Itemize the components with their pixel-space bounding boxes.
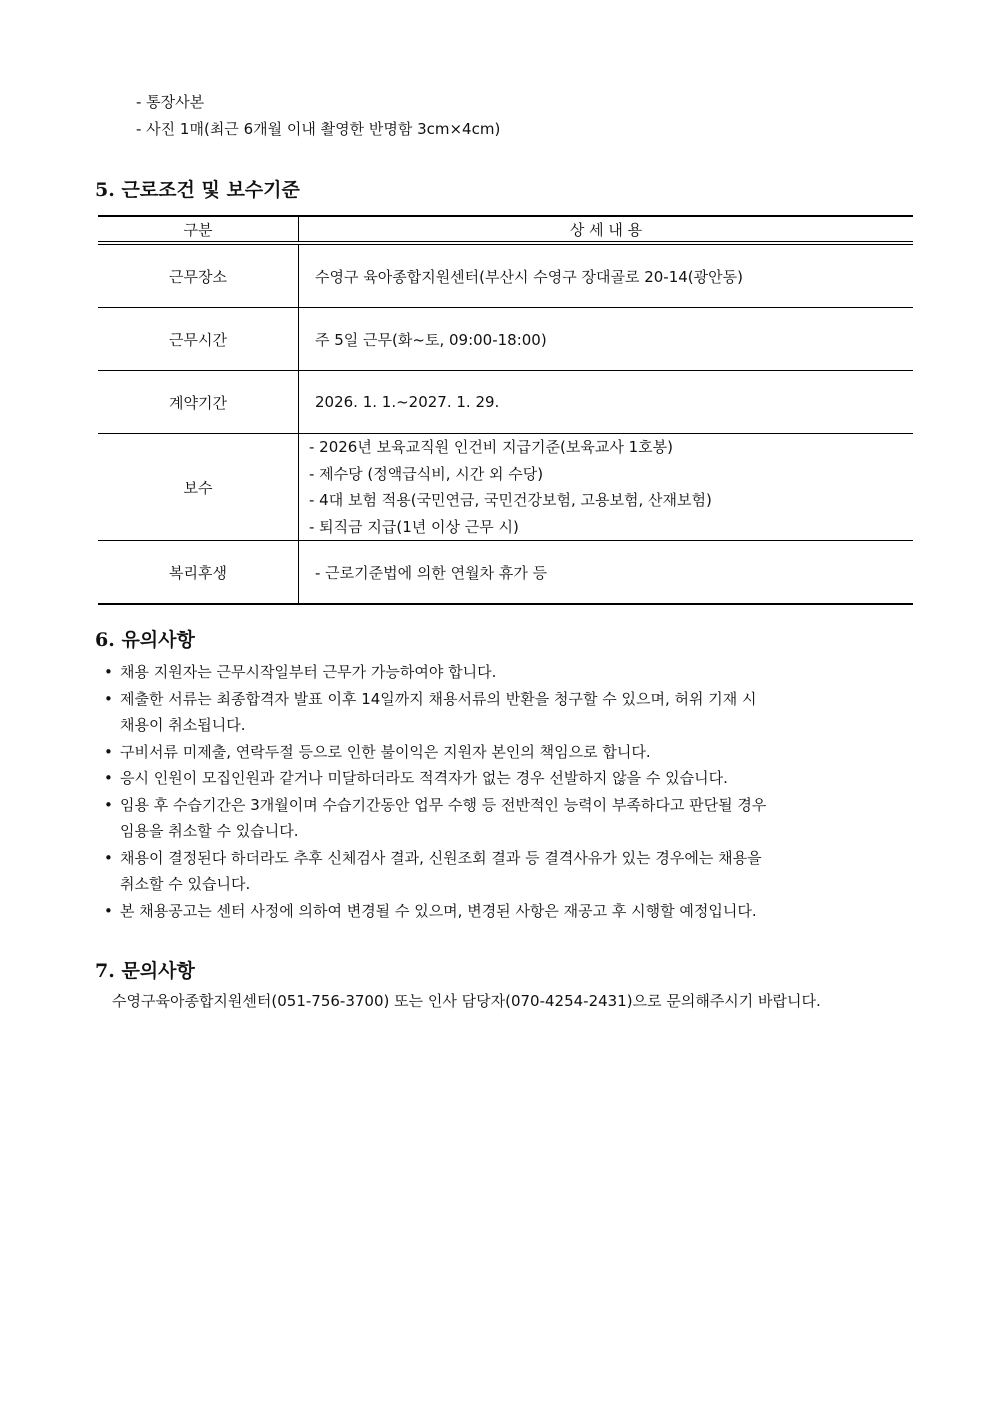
list-item — [104, 898, 904, 925]
note-line: 채용이 결정된다 하더라도 추후 신체검사 결과, 신원조회 결과 등 결격사유가 있는 경우에는 채용을 — [120, 848, 762, 867]
table-row — [98, 371, 913, 434]
row-label: 보수 — [98, 434, 299, 541]
required-doc-bankbook: - 통장사본 — [136, 93, 205, 111]
note-line: 응시 인원이 모집인원과 같거나 미달하더라도 적격자가 없는 경우 선발하지 않을 수 있습니다. — [120, 769, 728, 787]
bullet: • — [104, 769, 113, 787]
required-doc-photo: - 사진 1매(최근 6개월 이내 촬영한 반명함 3cm×4cm) — [136, 120, 501, 138]
contact-text: 수영구육아종합지원센터(051-756-3700) 또는 인사 담당자(070-4254-2431)으로 문의해주시기 바랍니다. — [112, 992, 821, 1010]
note-line: 임용 후 수습기간은 3개월이며 수습기간동안 업무 수행 등 전반적인 능력이 부족하다고 판단될 경우 — [120, 795, 767, 814]
bullet: • — [104, 795, 113, 814]
note-line: 구비서류 미제출, 연락두절 등으로 인한 불이익은 지원자 본인의 책임으로 합니다. — [120, 742, 651, 761]
pay-item: - 퇴직금 지급(1년 이상 근무 시) — [309, 517, 519, 536]
list-item — [104, 765, 904, 792]
list-item — [104, 686, 904, 739]
row-value: 수영구 육아종합지원센터(부산시 수영구 장대골로 20-14(광안동) — [299, 243, 914, 308]
bullet: • — [104, 901, 113, 920]
table-row — [98, 308, 913, 371]
pay-item: - 2026년 보육교직원 인건비 지급기준(보육교사 1호봉) — [309, 438, 673, 456]
pay-item: - 4대 보험 적용(국민연금, 국민건강보험, 고용보험, 산재보험) — [309, 491, 712, 509]
note-line: 채용 지원자는 근무시작일부터 근무가 가능하여야 합니다. — [120, 663, 497, 681]
table-row — [98, 434, 913, 541]
work-conditions-table — [98, 215, 913, 605]
bullet: • — [104, 742, 113, 761]
table-header-row — [98, 216, 913, 243]
bullet: • — [104, 689, 113, 708]
notice-list — [104, 659, 904, 924]
note-line: 본 채용공고는 센터 사정에 의하여 변경될 수 있으며, 변경된 사항은 재공고 후 시행할 예정입니다. — [120, 901, 757, 920]
note-line: 취소할 수 있습니다. — [120, 875, 251, 893]
row-value: - 근로기준법에 의한 연월차 휴가 등 — [299, 541, 914, 605]
row-label: 계약기간 — [98, 371, 299, 434]
row-label: 복리후생 — [98, 541, 299, 605]
section-6-title: 6. 유의사항 — [95, 629, 195, 651]
list-item — [104, 845, 904, 898]
pay-item: - 제수당 (정액급식비, 시간 외 수당) — [309, 464, 544, 483]
row-value-list — [299, 434, 914, 541]
header-details: 상 세 내 용 — [299, 216, 914, 243]
bullet: • — [104, 848, 113, 867]
section-7-title: 7. 문의사항 — [95, 960, 195, 982]
note-line: 임용을 취소할 수 있습니다. — [120, 822, 299, 840]
table-row — [98, 243, 913, 308]
section-5-title: 5. 근로조건 및 보수기준 — [95, 179, 300, 201]
row-label: 근무시간 — [98, 308, 299, 371]
note-line: 제출한 서류는 최종합격자 발표 이후 14일까지 채용서류의 반환을 청구할 수 있으며, 허위 기재 시 — [120, 689, 757, 708]
table-row — [98, 541, 913, 605]
row-label: 근무장소 — [98, 243, 299, 308]
list-item — [104, 739, 904, 766]
row-value: 주 5일 근무(화~토, 09:00-18:00) — [299, 308, 914, 371]
note-line: 채용이 취소됩니다. — [120, 716, 246, 734]
bullet: • — [104, 663, 113, 681]
header-category: 구분 — [98, 216, 299, 243]
list-item — [104, 792, 904, 845]
row-value: 2026. 1. 1.~2027. 1. 29. — [299, 371, 914, 434]
list-item — [104, 659, 904, 686]
